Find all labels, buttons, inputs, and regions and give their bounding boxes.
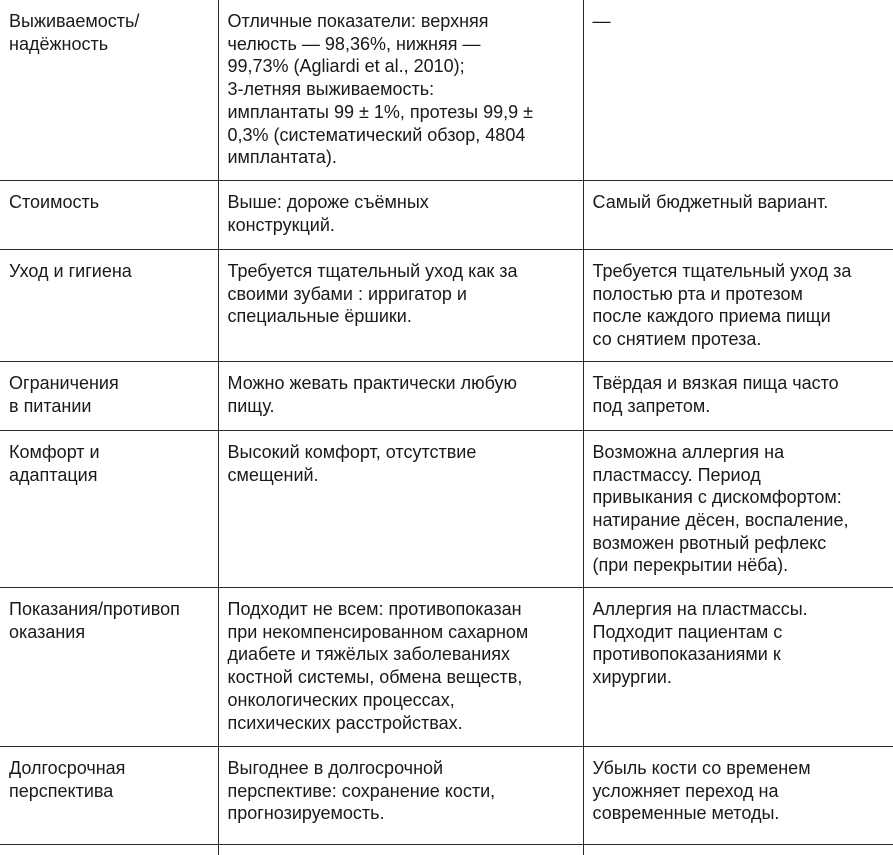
implants-cell: Выгоднее в долгосрочной перспективе: сохранение кости, прогнозируемость.	[218, 747, 583, 845]
dentures-cell: Убыль кости со временем усложняет переход на современные методы.	[583, 747, 893, 845]
table-row	[0, 181, 893, 250]
implants-cell: Выше: дороже съёмных конструкций.	[218, 181, 583, 250]
implants-cell: Подходит не всем: противопоказан при некомпенсированном сахарном диабете и тяжёлых заболеваниях костной системы, обмена веществ, онкологических процессах, психических расстройствах.	[218, 588, 583, 747]
dentures-cell: Аллергия на пластмассы. Подходит пациентам с противопоказаниями к хирургии.	[583, 588, 893, 747]
table-row	[0, 430, 893, 587]
criterion-cell: Показания/противоп оказания	[0, 588, 218, 747]
table-row-cut-off	[0, 845, 893, 855]
implants-cell: Требуется тщательный уход как за своими зубами : ирригатор и специальные ёршики.	[218, 250, 583, 362]
empty-cell	[218, 845, 583, 855]
criterion-cell: Долгосрочная перспектива	[0, 747, 218, 845]
dentures-cell: Требуется тщательный уход за полостью рта и протезом после каждого приема пищи со снятием протеза.	[583, 250, 893, 362]
dentures-cell: Твёрдая и вязкая пища часто под запретом.	[583, 361, 893, 430]
criterion-cell: Ограничения в питании	[0, 361, 218, 430]
empty-cell	[0, 845, 218, 855]
dentures-cell: —	[583, 0, 893, 181]
table-row	[0, 747, 893, 845]
dentures-cell: Самый бюджетный вариант.	[583, 181, 893, 250]
implants-cell: Отличные показатели: верхняя челюсть — 98,36%, нижняя — 99,73% (Agliardi et al., 2010); 3-летняя выживаемость: имплантаты 99 ± 1%, протезы 99,9 ± 0,3% (систематический обзор, 4804 имплантата).	[218, 0, 583, 181]
table-row	[0, 361, 893, 430]
criterion-cell: Стоимость	[0, 181, 218, 250]
implants-cell: Высокий комфорт, отсутствие смещений.	[218, 430, 583, 587]
criterion-cell: Комфорт и адаптация	[0, 430, 218, 587]
criterion-cell: Уход и гигиена	[0, 250, 218, 362]
table-row	[0, 0, 893, 181]
table-row	[0, 588, 893, 747]
criterion-cell: Выживаемость/ надёжность	[0, 0, 218, 181]
table-row	[0, 250, 893, 362]
dentures-cell: Возможна аллергия на пластмассу. Период привыкания с дискомфортом: натирание дёсен, воспаление, возможен рвотный рефлекс (при перекрытии нёба).	[583, 430, 893, 587]
implants-cell: Можно жевать практически любую пищу.	[218, 361, 583, 430]
empty-cell	[583, 845, 893, 855]
